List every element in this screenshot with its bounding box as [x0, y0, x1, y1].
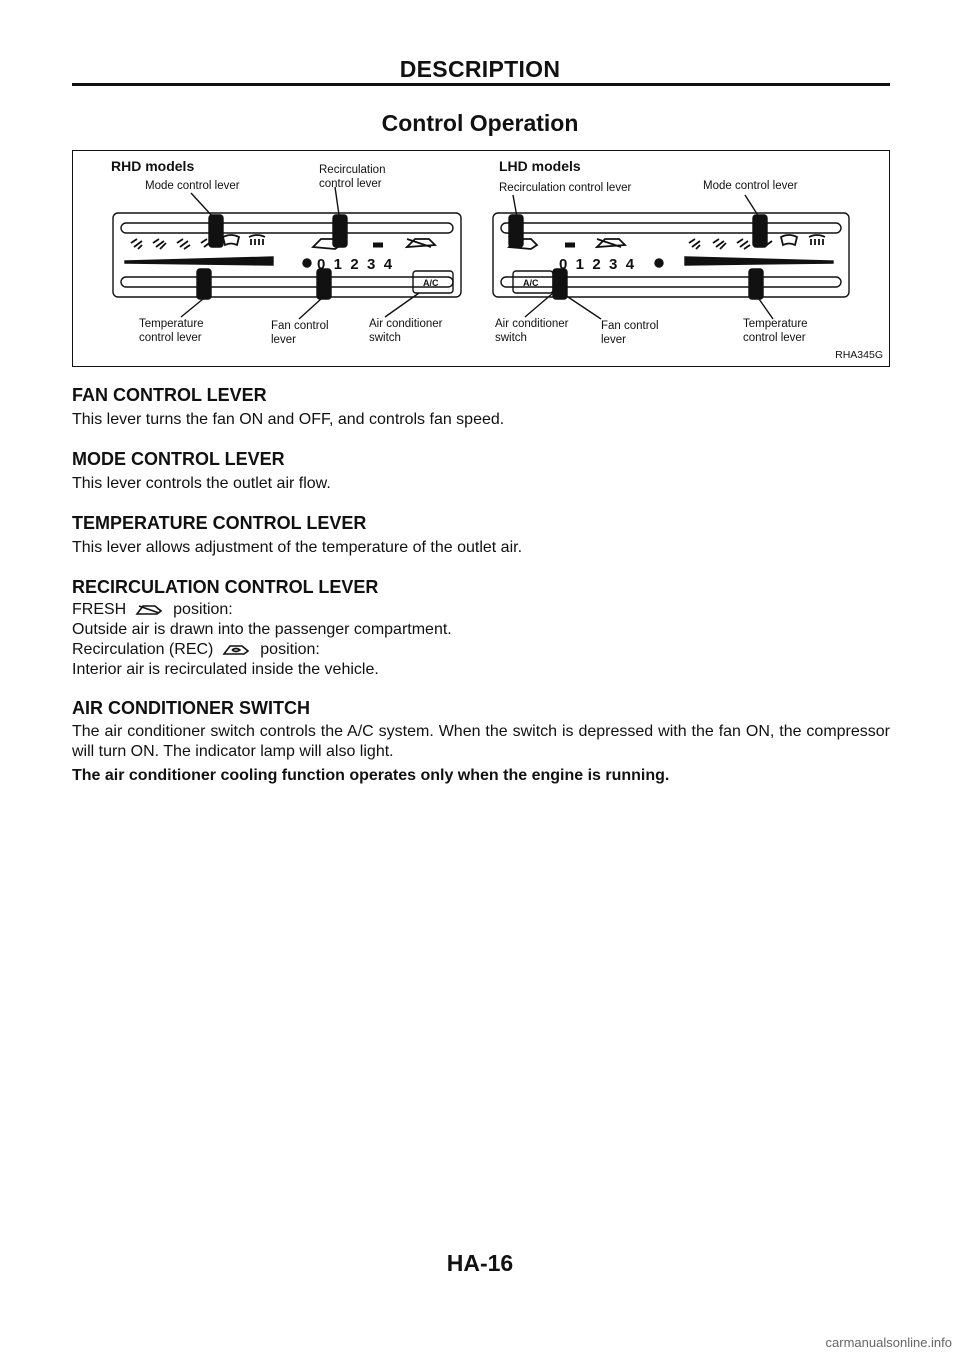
- rhd-heading: RHD models: [111, 158, 195, 174]
- lhd-mode-label: Mode control lever: [703, 180, 798, 192]
- lhd-recirc-lever: [509, 215, 523, 247]
- fan-heading: FAN CONTROL LEVER: [72, 385, 267, 405]
- lhd-fan-icon: [655, 259, 663, 267]
- rhd-mode-label: Mode control lever: [145, 180, 240, 192]
- rhd-recirc-icons: [313, 239, 435, 249]
- rhd-bottom-slot: [121, 277, 453, 287]
- fan-text: This lever turns the fan ON and OFF, and controls fan speed.: [72, 411, 505, 428]
- fresh-air-icon: [135, 602, 165, 622]
- lhd-recirc-icons: [509, 239, 625, 249]
- lhd-ac-label: A/C: [523, 278, 539, 288]
- rec-text: Interior air is recirculated inside the vehicle.: [72, 661, 379, 678]
- ac-text: The air conditioner switch controls the A/C system. When the switch is depressed with the fan ON, the compressor will turn ON. The indicator lamp will also light.: [72, 723, 890, 760]
- fresh-position: position:: [173, 601, 233, 618]
- rhd-fan-scale: 0 1 2 3 4: [317, 256, 393, 273]
- rhd-ac-label: A/C: [423, 278, 439, 288]
- rhd-top-slot: [121, 223, 453, 233]
- rec-label: Recirculation (REC): [72, 641, 214, 658]
- lhd-top-slot: [501, 223, 841, 233]
- figure-code: RHA345G: [835, 349, 883, 361]
- lhd-bottom-slot: [501, 277, 841, 287]
- watermark: carmanualsonline.info: [825, 1335, 952, 1350]
- rhd-mode-lever: [209, 215, 223, 247]
- lhd-temp-wedge: [685, 257, 833, 265]
- lhd-temp-lever: [749, 269, 763, 299]
- page-number: HA-16: [446, 1250, 514, 1276]
- rhd-fan-label: Fan control lever: [271, 320, 329, 346]
- rhd-fan-lever: [317, 269, 331, 299]
- rhd-recirc-label: Recirculation control lever: [319, 164, 386, 190]
- rhd-fan-icon: [303, 259, 311, 267]
- temp-heading: TEMPERATURE CONTROL LEVER: [72, 513, 367, 533]
- header-rule: [72, 83, 890, 86]
- recirc-heading: RECIRCULATION CONTROL LEVER: [72, 577, 379, 597]
- rec-line: [72, 640, 890, 662]
- ac-note: The air conditioner cooling function operates only when the engine is running.: [72, 767, 670, 784]
- fresh-label: FRESH: [72, 601, 127, 618]
- rhd-temp-lever: [197, 269, 211, 299]
- rhd-temp-wedge: [125, 257, 273, 265]
- lhd-recirc-label: Recirculation control lever: [499, 182, 632, 194]
- ac-heading: AIR CONDITIONER SWITCH: [72, 698, 310, 718]
- lhd-temp-label: Temperature control lever: [743, 318, 808, 344]
- rhd-ac-switch-label: Air conditioner switch: [369, 318, 443, 344]
- page-header-title: DESCRIPTION: [399, 56, 561, 82]
- lhd-ac-switch-label: Air conditioner switch: [495, 318, 569, 344]
- rhd-temp-label: Temperature control lever: [139, 318, 204, 344]
- rhd-recirc-lever: [333, 215, 347, 247]
- mode-heading: MODE CONTROL LEVER: [72, 449, 285, 469]
- lhd-fan-lever: [553, 269, 567, 299]
- lhd-heading: LHD models: [499, 158, 581, 174]
- lhd-panel-frame: [493, 213, 849, 297]
- mode-text: This lever controls the outlet air flow.: [72, 475, 331, 492]
- temp-text: This lever allows adjustment of the temperature of the outlet air.: [72, 539, 523, 556]
- control-panel-figure: [72, 150, 890, 367]
- recirculation-icon: [222, 642, 252, 662]
- rec-position: position:: [260, 641, 320, 658]
- section-title: Control Operation: [381, 110, 579, 136]
- fresh-line: [72, 600, 890, 622]
- rhd-panel-frame: [113, 213, 461, 297]
- fresh-text: Outside air is drawn into the passenger compartment.: [72, 621, 452, 638]
- rhd-leader-lines: [181, 187, 419, 319]
- lhd-fan-scale: 0 1 2 3 4: [559, 256, 635, 273]
- lhd-mode-lever: [753, 215, 767, 247]
- lhd-fan-label: Fan control lever: [601, 320, 659, 346]
- rhd-mode-icons: [131, 235, 265, 249]
